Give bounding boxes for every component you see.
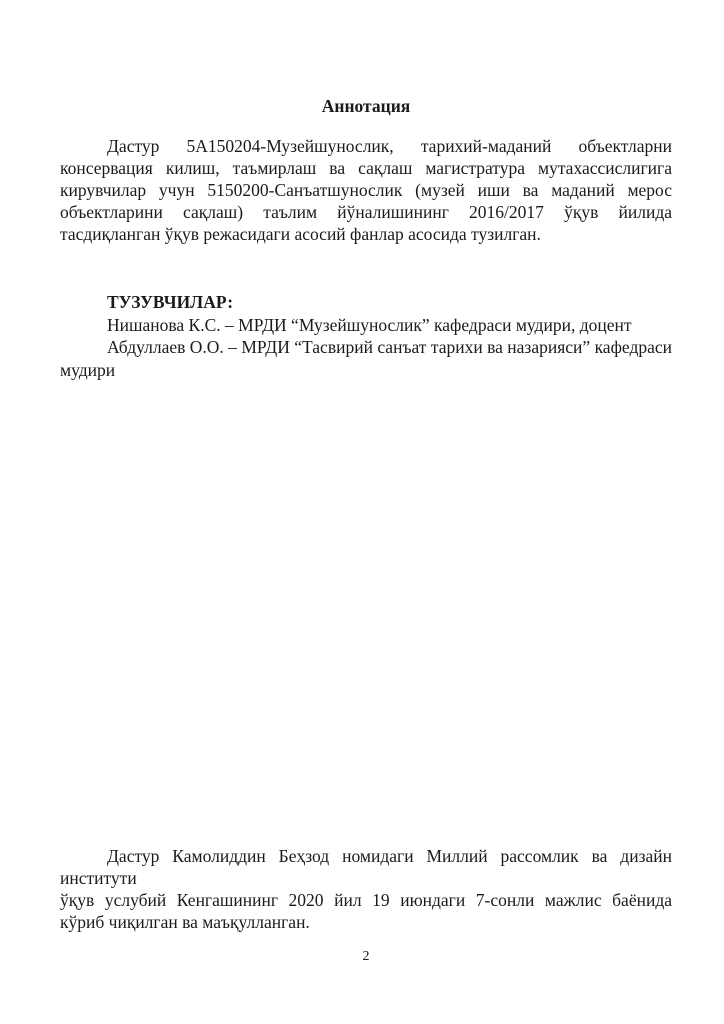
contributors-heading: ТУЗУВЧИЛАР: bbox=[107, 292, 234, 312]
approval-paragraph-line: кўриб чиқилган ва маъқулланган. bbox=[60, 912, 310, 932]
page-title: Аннотация bbox=[321, 96, 411, 116]
contributor-entry: Нишанова К.С. – МРДИ “Музейшунослик” кафедраси мудири, доцент bbox=[107, 314, 632, 335]
approval-paragraph bbox=[60, 845, 672, 933]
annotation-paragraph-line: консервация килиш, таъмирлаш ва сақлаш магистратура мутахассислигига bbox=[60, 158, 672, 178]
annotation-paragraph-line: кирувчилар учун 5150200-Санъатшунослик (музей иши ва маданий мерос bbox=[60, 180, 672, 200]
approval-paragraph-line: Дастур Камолиддин Беҳзод номидаги Миллий рассомлик ва дизайн институти bbox=[60, 846, 672, 888]
contributors-section bbox=[60, 291, 672, 381]
annotation-paragraph-line: объектларини сақлаш) таълим йўналишининг 2016/2017 ўқув йилида bbox=[60, 202, 672, 222]
approval-paragraph-line: ўқув услубий Кенгашининг 2020 йил 19 июндаги 7-сонли мажлис баёнида bbox=[60, 890, 672, 910]
contributor-entry: Абдуллаев О.О. – МРДИ “Тасвирий санъат тарихи ва назарияси” кафедраси bbox=[107, 337, 672, 357]
contributor-entry-continuation: мудири bbox=[60, 359, 116, 380]
annotation-paragraph-line: тасдиқланган ўқув режасидаги асосий фанлар асосида тузилган. bbox=[60, 224, 541, 244]
page-number: 2 bbox=[362, 949, 370, 964]
annotation-paragraph-line: Дастур 5А150204-Музейшунослик, тарихий-маданий объектларни bbox=[107, 136, 672, 156]
annotation-paragraph bbox=[60, 135, 672, 245]
